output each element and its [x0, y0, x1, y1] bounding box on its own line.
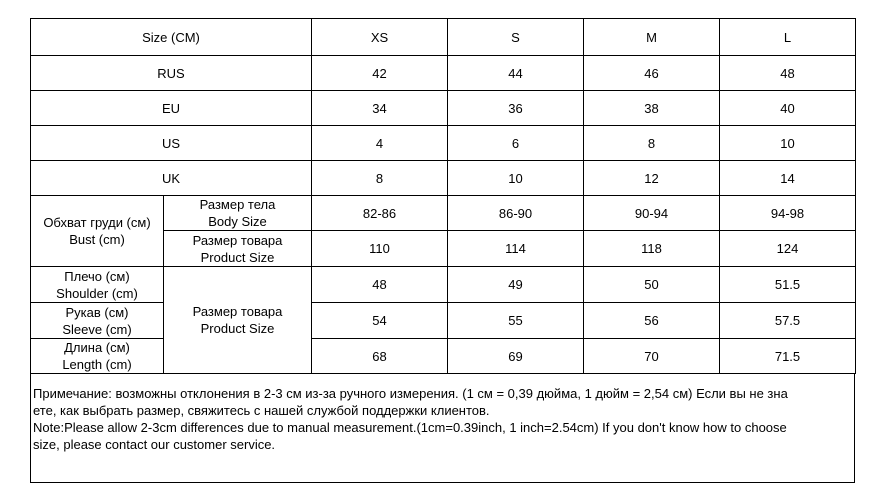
length-label-ru: Длина (см) [64, 340, 130, 355]
bust-label [31, 196, 164, 267]
length-row [31, 339, 856, 374]
sleeve-label [31, 303, 164, 339]
shoulder-label-en: Shoulder (cm) [56, 285, 138, 301]
product-size-label [164, 231, 312, 267]
shoulder-label [31, 267, 164, 303]
size-l-header: L [720, 19, 856, 56]
table-cell: 110 [312, 231, 448, 267]
table-cell: 55 [448, 303, 584, 339]
table-cell: 6 [448, 126, 584, 161]
note-ru-line-2: ете, как выбрать размер, свяжитесь с нашей службой поддержки клиентов. [33, 403, 490, 418]
product-size-group-label [164, 267, 312, 374]
table-cell: 10 [448, 161, 584, 196]
bust-body-row [31, 196, 856, 231]
us-row [31, 126, 856, 161]
header-row [31, 19, 856, 56]
table-cell: 86-90 [448, 196, 584, 231]
size-m-header: M [584, 19, 720, 56]
note-en-line-1: Note:Please allow 2-3cm differences due to manual measurement.(1cm=0.39inch, 1 inch=2.54cm) If you don't know how to choose [33, 420, 787, 435]
table-cell: 42 [312, 56, 448, 91]
measurement-note [30, 373, 855, 483]
table-cell: 124 [720, 231, 856, 267]
table-cell: 46 [584, 56, 720, 91]
table-cell: 12 [584, 161, 720, 196]
table-cell: 14 [720, 161, 856, 196]
table-cell: 82-86 [312, 196, 448, 231]
eu-label: EU [31, 91, 312, 126]
shoulder-label-ru: Плечо (см) [64, 268, 130, 284]
table-cell: 94-98 [720, 196, 856, 231]
note-ru-line-1: Примечание: возможны отклонения в 2-3 см из-за ручного измерения. (1 см = 0,39 дюйма, 1 дюйм = 2,54 см) Если вы не зна [33, 386, 788, 401]
size-s-header: S [448, 19, 584, 56]
table-cell: 56 [584, 303, 720, 339]
eu-row [31, 91, 856, 126]
table-cell: 40 [720, 91, 856, 126]
table-cell: 68 [312, 339, 448, 374]
table-cell: 90-94 [584, 196, 720, 231]
rus-label: RUS [31, 56, 312, 91]
table-cell: 34 [312, 91, 448, 126]
uk-row [31, 161, 856, 196]
sleeve-label-ru: Рукав (см) [65, 304, 129, 320]
shoulder-row [31, 267, 856, 303]
product-size-group-label-en: Product Size [200, 321, 275, 336]
table-cell: 69 [448, 339, 584, 374]
table-cell: 8 [312, 161, 448, 196]
table-cell: 48 [720, 56, 856, 91]
table-cell: 114 [448, 231, 584, 267]
size-xs-header: XS [312, 19, 448, 56]
table-cell: 49 [448, 267, 584, 303]
body-size-label-en: Body Size [208, 214, 267, 229]
product-size-label-ru: Размер товара [192, 232, 283, 248]
table-cell: 71.5 [720, 339, 856, 374]
us-label: US [31, 126, 312, 161]
table-cell: 36 [448, 91, 584, 126]
size-header-cell: Size (CM) [31, 19, 312, 56]
table-cell: 51.5 [720, 267, 856, 303]
table-cell: 54 [312, 303, 448, 339]
table-cell: 8 [584, 126, 720, 161]
table-cell: 10 [720, 126, 856, 161]
table-cell: 48 [312, 267, 448, 303]
body-size-label-ru: Размер тела [199, 197, 276, 212]
table-cell: 4 [312, 126, 448, 161]
table-cell: 50 [584, 267, 720, 303]
rus-row [31, 56, 856, 91]
size-chart-table [30, 18, 856, 374]
table-cell: 44 [448, 56, 584, 91]
product-size-group-label-ru: Размер товара [192, 304, 283, 319]
table-cell: 118 [584, 231, 720, 267]
table-cell: 70 [584, 339, 720, 374]
note-en-line-2: size, please contact our customer service. [33, 437, 276, 452]
length-label [31, 339, 164, 374]
uk-label: UK [31, 161, 312, 196]
table-cell: 57.5 [720, 303, 856, 339]
product-size-label-en: Product Size [200, 249, 275, 265]
bust-label-ru: Обхват груди (см) [43, 215, 151, 230]
sleeve-row [31, 303, 856, 339]
body-size-label [164, 196, 312, 231]
sleeve-label-en: Sleeve (cm) [62, 321, 132, 337]
length-label-en: Length (cm) [62, 357, 132, 372]
table-cell: 38 [584, 91, 720, 126]
bust-label-en: Bust (cm) [69, 232, 125, 247]
